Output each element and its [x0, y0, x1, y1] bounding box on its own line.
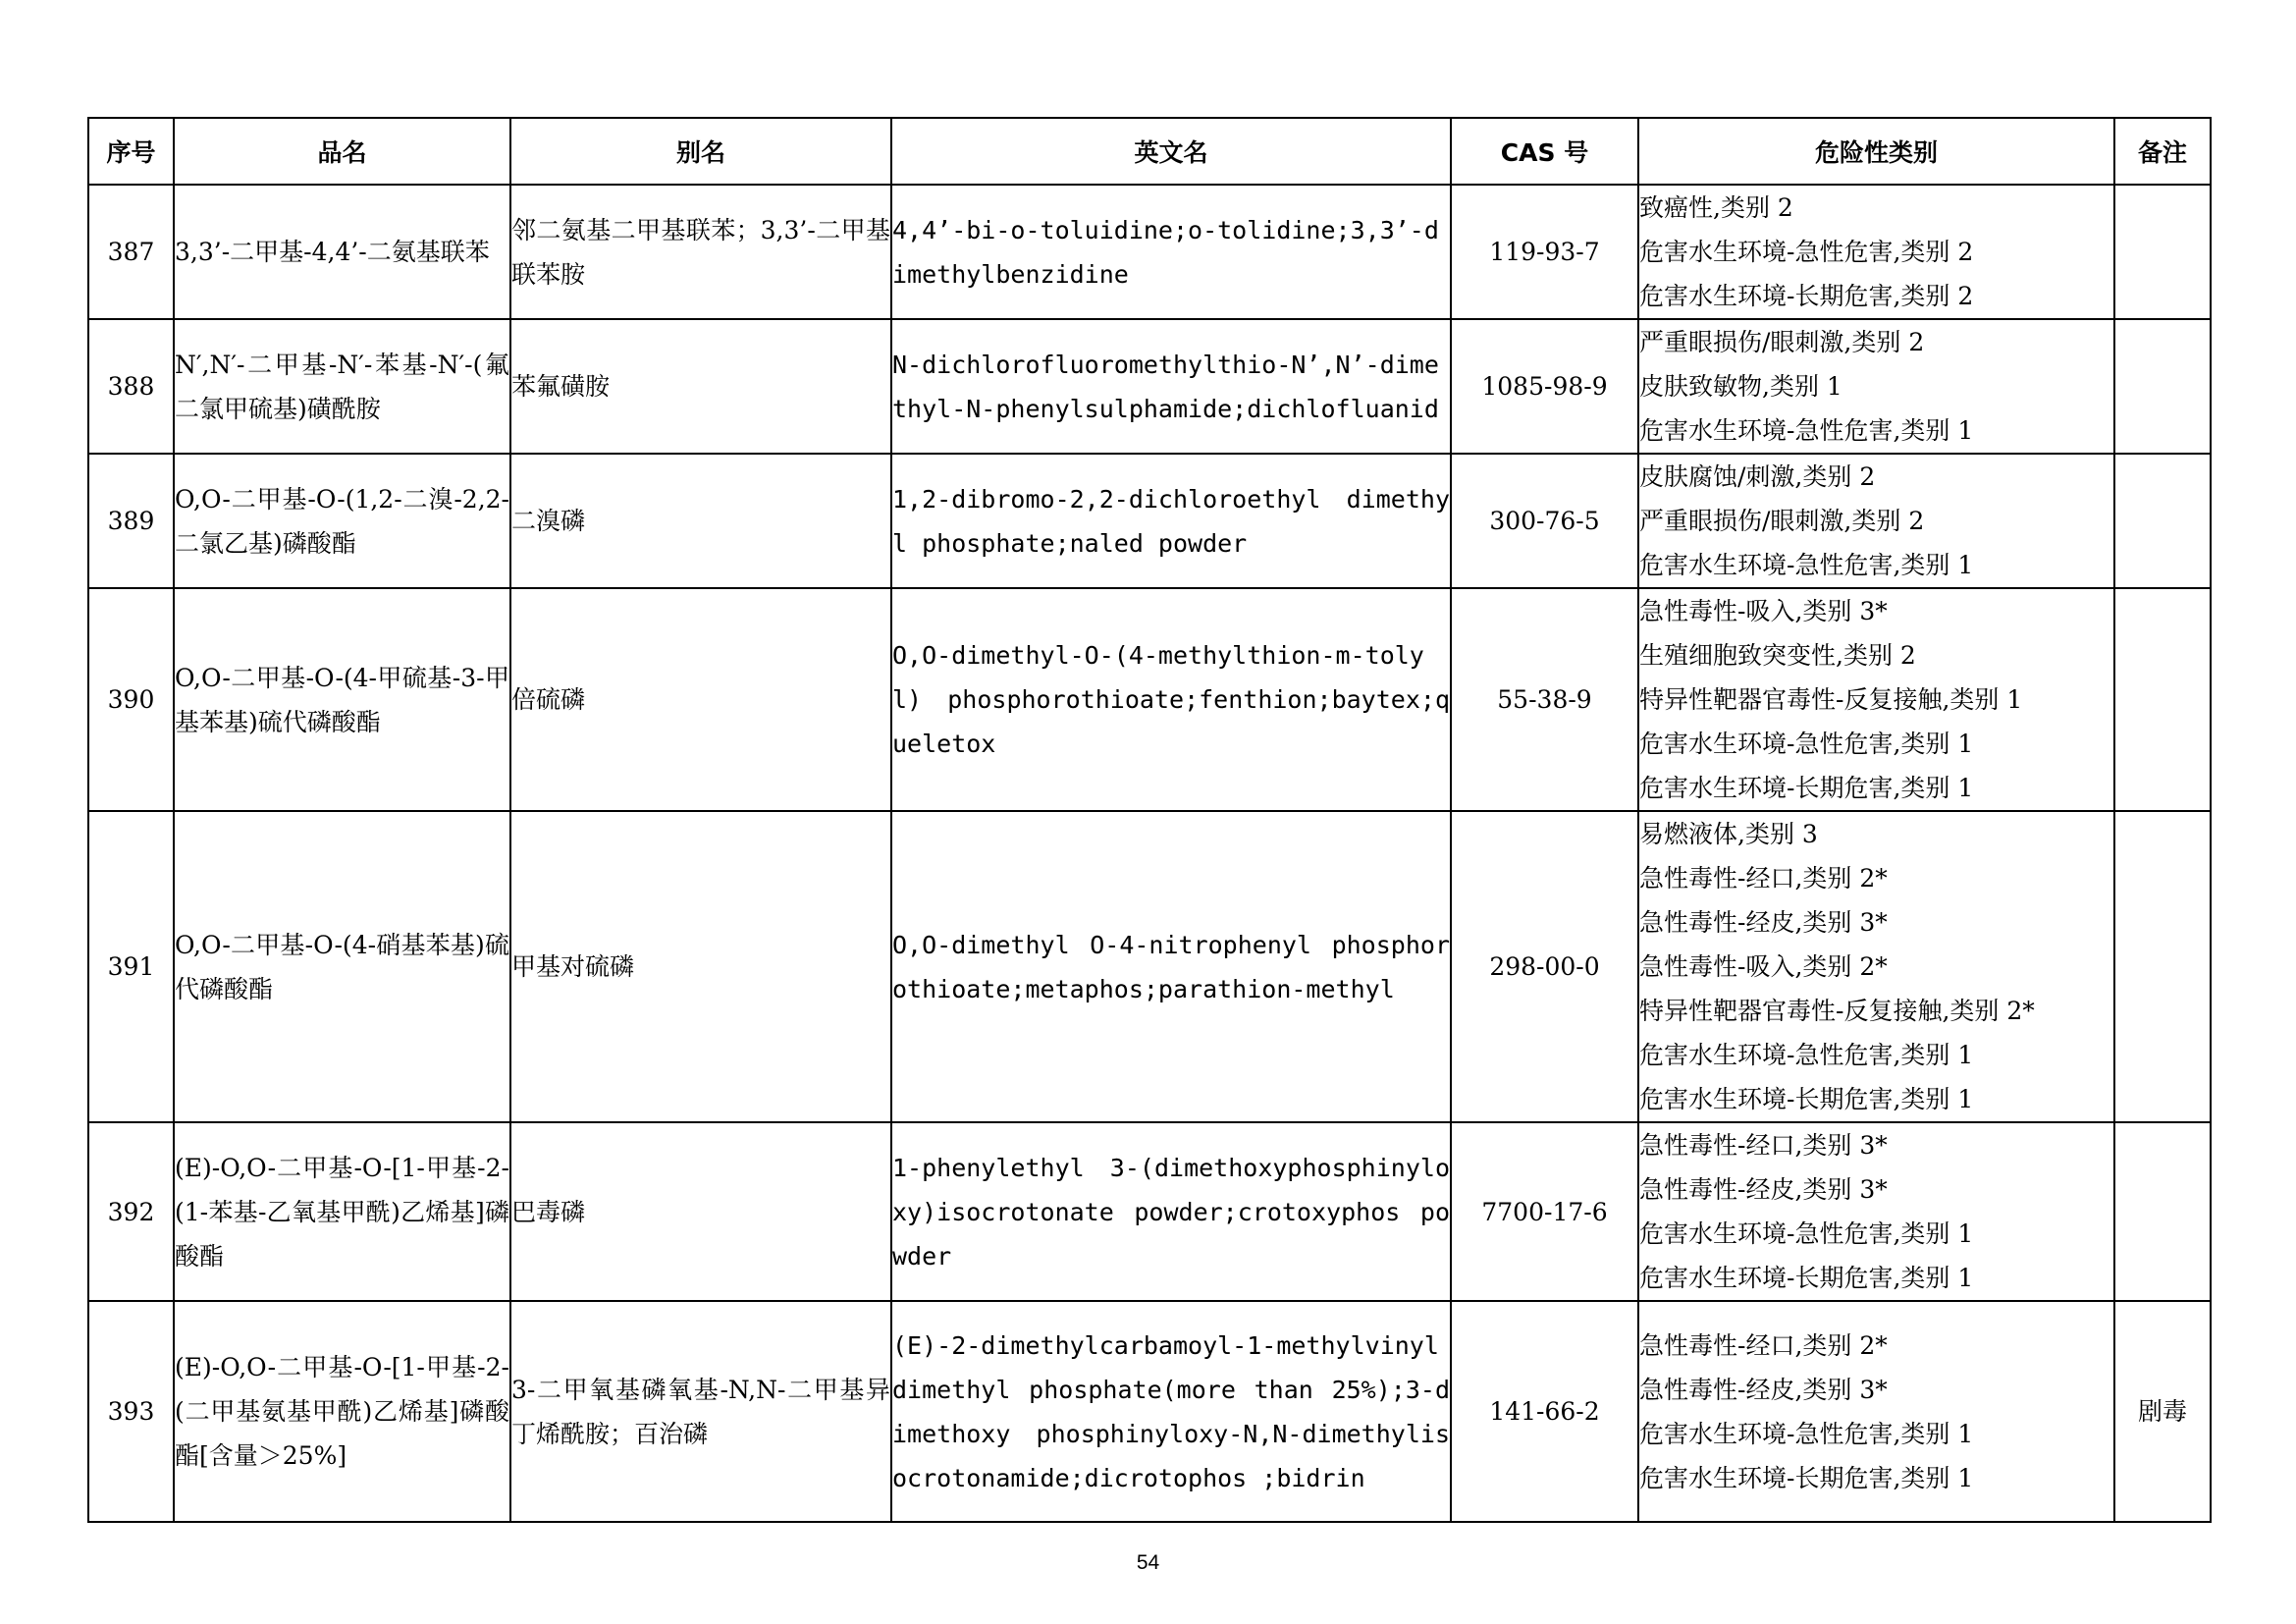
cell-hazard [1638, 811, 2114, 1122]
hazard-line: 危害水生环境-急性危害,类别 1 [1639, 730, 1974, 758]
cell-english: O,O-dimethyl-O-(4-methylthion-m-tolyl) phosphorothioate;fenthion;baytex;queletox [891, 588, 1451, 811]
cell-english: O,O-dimethyl O-4-nitrophenyl phosphorothioate;metaphos;parathion-methyl [891, 811, 1451, 1122]
cell-no: 387 [88, 185, 174, 319]
hazard-line: 严重眼损伤/眼刺激,类别 2 [1639, 507, 1925, 535]
cell-english: N-dichlorofluoromethylthio-N’,N’-dimethyl-N-phenylsulphamide;dichlofluanid [891, 319, 1451, 454]
header-english: 英文名 [891, 118, 1451, 185]
hazard-line: 皮肤腐蚀/刺激,类别 2 [1639, 462, 1876, 491]
cell-hazard [1638, 185, 2114, 319]
hazard-line: 急性毒性-经口,类别 3* [1639, 1131, 1888, 1160]
header-no: 序号 [88, 118, 174, 185]
cell-no: 389 [88, 454, 174, 588]
hazard-line: 急性毒性-经皮,类别 3* [1639, 908, 1888, 937]
hazard-line: 急性毒性-经口,类别 2* [1639, 864, 1888, 893]
hazardous-chemicals-table [87, 117, 2212, 1523]
hazard-line: 特异性靶器官毒性-反复接触,类别 1 [1639, 685, 2023, 714]
cell-cas: 55-38-9 [1451, 588, 1638, 811]
cell-english: 1-phenylethyl 3-(dimethoxyphosphinyloxy)isocrotonate powder;crotoxyphos powder [891, 1122, 1451, 1301]
cell-alias: 巴毒磷 [510, 1122, 891, 1301]
cell-name: (E)-O,O-二甲基-O-[1-甲基-2-(二甲基氨基甲酰)乙烯基]磷酸酯[含量＞25%] [174, 1301, 510, 1522]
hazard-line: 危害水生环境-长期危害,类别 1 [1639, 1085, 1974, 1113]
cell-name: 3,3’-二甲基-4,4’-二氨基联苯 [174, 185, 510, 319]
cell-hazard [1638, 1301, 2114, 1522]
hazard-line: 急性毒性-经皮,类别 3* [1639, 1375, 1888, 1404]
cell-english: 4,4’-bi-o-toluidine;o-tolidine;3,3’-dimethylbenzidine [891, 185, 1451, 319]
cell-english: 1,2-dibromo-2,2-dichloroethyl dimethyl phosphate;naled powder [891, 454, 1451, 588]
cell-cas: 1085-98-9 [1451, 319, 1638, 454]
hazard-line: 危害水生环境-急性危害,类别 1 [1639, 1041, 1974, 1069]
cell-cas: 298-00-0 [1451, 811, 1638, 1122]
hazard-line: 易燃液体,类别 3 [1639, 820, 1818, 848]
hazard-line: 危害水生环境-急性危害,类别 1 [1639, 551, 1974, 579]
cell-hazard [1638, 1122, 2114, 1301]
cell-hazard [1638, 588, 2114, 811]
cell-alias: 倍硫磷 [510, 588, 891, 811]
table-row [88, 319, 2211, 454]
table-header-row [88, 118, 2211, 185]
cell-no: 393 [88, 1301, 174, 1522]
hazard-line: 危害水生环境-急性危害,类别 2 [1639, 238, 1974, 266]
cell-no: 391 [88, 811, 174, 1122]
hazard-line: 危害水生环境-长期危害,类别 1 [1639, 1264, 1974, 1292]
cell-cas: 300-76-5 [1451, 454, 1638, 588]
header-alias: 别名 [510, 118, 891, 185]
hazard-line: 危害水生环境-急性危害,类别 1 [1639, 1419, 1974, 1448]
hazard-line: 危害水生环境-长期危害,类别 1 [1639, 1463, 1974, 1492]
cell-note [2114, 588, 2211, 811]
hazard-line: 危害水生环境-长期危害,类别 2 [1639, 282, 1974, 310]
hazard-line: 危害水生环境-急性危害,类别 1 [1639, 416, 1974, 445]
cell-no: 392 [88, 1122, 174, 1301]
table-row [88, 811, 2211, 1122]
cell-cas: 141-66-2 [1451, 1301, 1638, 1522]
hazard-line: 特异性靶器官毒性-反复接触,类别 2* [1639, 997, 2035, 1025]
hazard-line: 严重眼损伤/眼刺激,类别 2 [1639, 328, 1925, 356]
cell-no: 390 [88, 588, 174, 811]
cell-alias: 3-二甲氧基磷氧基-N,N-二甲基异丁烯酰胺；百治磷 [510, 1301, 891, 1522]
cell-note [2114, 185, 2211, 319]
hazard-line: 生殖细胞致突变性,类别 2 [1639, 641, 1916, 670]
hazard-line: 危害水生环境-长期危害,类别 1 [1639, 774, 1974, 802]
cell-name: O,O-二甲基-O-(4-甲硫基-3-甲基苯基)硫代磷酸酯 [174, 588, 510, 811]
hazard-line: 皮肤致敏物,类别 1 [1639, 372, 1842, 401]
cell-note [2114, 454, 2211, 588]
hazard-line: 急性毒性-吸入,类别 3* [1639, 597, 1888, 625]
table-row [88, 454, 2211, 588]
cell-note [2114, 1122, 2211, 1301]
hazard-line: 急性毒性-经口,类别 2* [1639, 1330, 1888, 1360]
hazard-line: 危害水生环境-急性危害,类别 1 [1639, 1219, 1974, 1248]
table-row [88, 1301, 2211, 1522]
table-row [88, 185, 2211, 319]
cell-note [2114, 811, 2211, 1122]
hazard-line: 急性毒性-吸入,类别 2* [1639, 952, 1888, 981]
cell-name: O,O-二甲基-O-(4-硝基苯基)硫代磷酸酯 [174, 811, 510, 1122]
cell-alias: 二溴磷 [510, 454, 891, 588]
cell-no: 388 [88, 319, 174, 454]
cell-name: (E)-O,O-二甲基-O-[1-甲基-2-(1-苯基-乙氧基甲酰)乙烯基]磷酸酯 [174, 1122, 510, 1301]
cell-hazard [1638, 454, 2114, 588]
cell-alias: 甲基对硫磷 [510, 811, 891, 1122]
cell-alias: 邻二氨基二甲基联苯；3,3’-二甲基联苯胺 [510, 185, 891, 319]
cell-cas: 119-93-7 [1451, 185, 1638, 319]
table-row [88, 588, 2211, 811]
table-row [88, 1122, 2211, 1301]
header-hazard: 危险性类别 [1638, 118, 2114, 185]
cell-name: N′,N′-二甲基-N′-苯基-N′-(氟二氯甲硫基)磺酰胺 [174, 319, 510, 454]
header-name: 品名 [174, 118, 510, 185]
hazard-line: 致癌性,类别 2 [1639, 193, 1793, 222]
cell-note: 剧毒 [2114, 1301, 2211, 1522]
cell-note [2114, 319, 2211, 454]
hazard-line: 急性毒性-经皮,类别 3* [1639, 1175, 1888, 1204]
page-number: 54 [1136, 1551, 1160, 1574]
cell-name: O,O-二甲基-O-(1,2-二溴-2,2-二氯乙基)磷酸酯 [174, 454, 510, 588]
cell-hazard [1638, 319, 2114, 454]
header-cas: CAS 号 [1451, 118, 1638, 185]
cell-cas: 7700-17-6 [1451, 1122, 1638, 1301]
header-note: 备注 [2114, 118, 2211, 185]
cell-english: (E)-2-dimethylcarbamoyl-1-methylvinyl dimethyl phosphate(more than 25%);3-dimethoxy phosphinyloxy-N,N-dimethylisocrotonamide;dicrotophos ;bidrin [891, 1301, 1451, 1522]
cell-alias: 苯氟磺胺 [510, 319, 891, 454]
